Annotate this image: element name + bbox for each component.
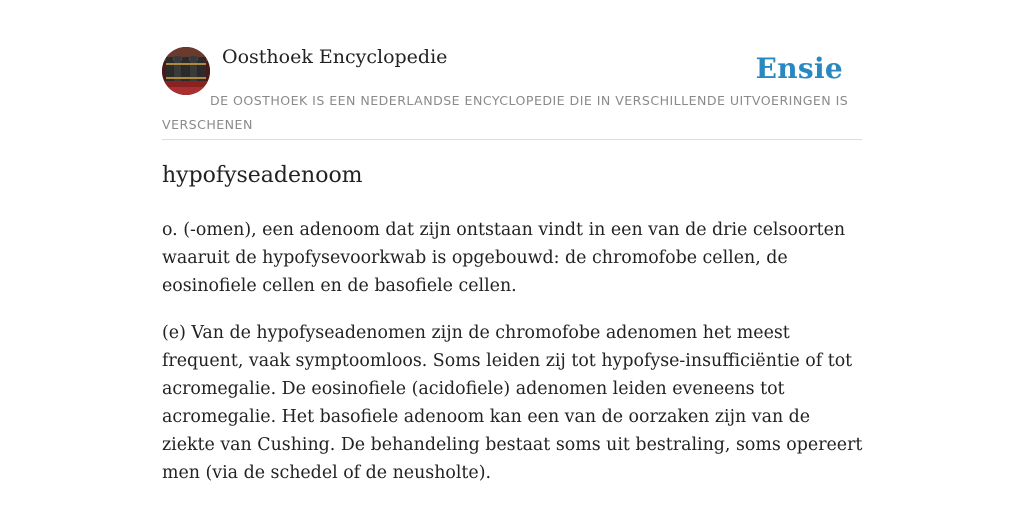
- encyclopedia-books-icon[interactable]: [162, 47, 210, 95]
- source-description: DE OOSTHOEK IS EEN NEDERLANDSE ENCYCLOPEDIE DIE IN VERSCHILLENDE UITVOERINGEN IS VERSCHENEN: [162, 93, 849, 132]
- entry-paragraph-explanation: (e) Van de hypofyseadenomen zijn de chromofobe adenomen het meest frequent, vaak symptoomloos. Soms leiden zij tot hypofyse-insufficiëntie of tot acromegalie. De eosinofiele (acidofiele) adenomen leiden eveneens tot acromegalie. Het basofiele adenoom kan een van de oorzaken zijn van de ziekte van Cushing. De behandeling bestaat soms uit bestraling, soms opereert men (via de schedel of de neusholte).: [162, 323, 863, 483]
- source-title[interactable]: Oosthoek Encyclopedie: [222, 46, 448, 68]
- header-divider: [162, 139, 862, 140]
- brand-logo[interactable]: Ensie: [755, 52, 843, 85]
- entry-headword: hypofyseadenoom: [162, 163, 363, 188]
- entry-paragraph-definition: o. (-omen), een adenoom dat zijn ontstaan vindt in een van de drie celsoorten waaruit de hypofysevoorkwab is opgebouwd: de chromofobe cellen, de eosinofiele cellen en de basofiele cellen.: [162, 220, 846, 296]
